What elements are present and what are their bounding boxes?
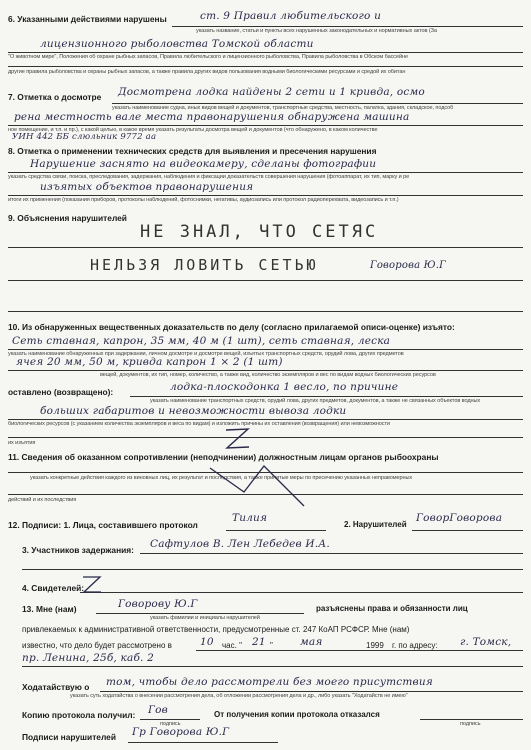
section-8-label: 8. Отметка о применении технических средств для выявления и пресечения нарушения	[8, 146, 377, 156]
underline	[96, 613, 304, 614]
signature-compiler: Тилия	[232, 512, 268, 524]
section-8-hint-1: указать средства связи, поиска, преследования, задержания, наблюдения и фиксации доказательств совершения нарушения (фотоаппарат, их тип, марку и ре	[8, 174, 410, 180]
hearing-day: 21	[252, 636, 266, 648]
underline	[172, 26, 523, 27]
participants-label: 3. Участников задержания:	[22, 545, 134, 555]
motion-label: Ходатайствую о	[22, 682, 90, 692]
section-13-line-3d: г. по адресу:	[392, 641, 438, 650]
section-10-hint-5: их изъятия	[8, 440, 36, 446]
hearing-address-1: г. Томск,	[460, 636, 512, 648]
underline	[22, 666, 523, 667]
copy-refused-hint: подпись	[460, 721, 481, 727]
underline	[8, 125, 523, 126]
section-6-hint-2: "О животном мире", Положения об охране рыбных запасов, Правила любительского и лицензионного рыболовства, Правила рыболовства в Обском бассейне	[8, 54, 409, 60]
section-11-hint-2: действий и их последствия	[8, 497, 77, 503]
underline	[8, 311, 523, 312]
section-7-handwriting-3: УИН 442 ББ слюльник 9772 аа	[12, 132, 157, 142]
section-6-hint-1: указать название, статьи и пункты всех нарушенных законодательных и нормативных актов (За	[196, 28, 437, 34]
underline	[8, 172, 523, 173]
section-10-handwriting-3: лодка-плоскодонка 1 весло, по причине	[170, 381, 399, 393]
section-12-violators-label: 2. Нарушителей	[344, 520, 407, 529]
violators-signatures-label: Подписи нарушителей	[22, 732, 116, 742]
section-13-line-3a: известно, что дело будет рассмотрено в	[22, 641, 172, 650]
section-13-line-2: привлекаемых к административной ответственности, предусмотренные ст. 247 КоАП РСФСР. Мне (нам)	[22, 625, 410, 634]
underline	[112, 103, 523, 104]
section-10-hint-1: указать наименование обнаруженных при задержании, личном досмотре и досмотре вещей, изъятых транспортных средств, орудий лова, других предметов	[8, 351, 404, 357]
underline	[8, 247, 523, 248]
section-13-line-3c: "	[270, 641, 273, 650]
section-10-hint-4: биологических ресурсов (с указанием количества экземпляров и веса по видам) и изложить причины их оставления (возвращения) или невозможности	[8, 421, 390, 427]
motion-hint: указать суть ходатайства о внесении рассмотрения дела, об отложении рассмотрения дела и др., либо указать "Ходатайств не имею"	[70, 693, 408, 699]
underline	[412, 530, 523, 531]
underline	[22, 569, 523, 570]
section-6-handwriting-1: ст. 9 Правил любительского и	[200, 10, 382, 22]
section-10-handwriting-4: больших габаритов и невозможности вывоза лодки	[40, 405, 347, 417]
underline	[80, 592, 523, 593]
section-10-handwriting-1: Сеть ставная, капрон, 35 мм, 40 м (1 шт), сеть ставная, леска	[12, 335, 391, 347]
section-8-handwriting-2: изъятых объектов правонарушения	[40, 181, 254, 193]
section-13-label: 13. Мне (нам)	[22, 604, 77, 614]
section-10-handwriting-2: ячея 20 мм, 50 м, кривда капрон 1 × 2 (1 шт)	[16, 356, 283, 368]
z-strike-mark	[80, 574, 104, 596]
section-7-label: 7. Отметка о досмотре	[8, 92, 102, 102]
z-strike-mark	[204, 462, 324, 512]
section-9-handwriting-1: НЕ ЗНАЛ, ЧТО СЕТЯС	[140, 222, 379, 242]
section-7-handwriting-1: Досмотрена лодка найдены 2 сети и 1 кривда, осмо	[118, 86, 425, 98]
underline	[196, 650, 523, 651]
section-13-right-label: разъяснены права и обязанности лиц	[316, 604, 468, 613]
section-6-label: 6. Указанными действиями нарушены	[8, 14, 167, 24]
section-10-label: 10. Из обнаруженных вещественных доказательств по делу (согласно прилагаемой описи-оценке) изъято:	[8, 322, 455, 332]
witnesses-label: 4. Свидетелей:	[22, 583, 85, 593]
section-10-hint-2: вещей, документов, их тип, номер, количество, а также вид, количество экземпляров и вес по видам водных биологических ресурсов	[100, 372, 436, 378]
underline	[8, 370, 523, 371]
underline	[8, 437, 523, 438]
underline	[8, 52, 523, 53]
section-9-signature: Говорова Ю.Г	[370, 260, 446, 271]
section-7-hint-2: ное помещение, и т.п. и пр.), с какой целью, в какое время указать результаты досмотра вещей и документов (что обнаружено, в каком количестве	[8, 127, 378, 133]
underline	[8, 66, 523, 67]
motion-handwriting: том, чтобы дело рассмотрели без моего присутствия	[106, 676, 433, 688]
section-12-label: 12. Подписи: 1. Лица, составившего протокол	[8, 520, 198, 530]
section-7-handwriting-2: рена местность вале места правонарушения обнаружена машина	[14, 111, 410, 123]
copy-received-label: Копию протокола получил:	[22, 710, 136, 720]
underline	[8, 195, 523, 196]
hearing-year: 1999	[366, 641, 384, 650]
copy-received-hint: подпись	[160, 721, 181, 727]
underline	[8, 419, 523, 420]
violators-signature: Гр Говорова Ю.Г	[132, 726, 230, 738]
hearing-address-2: пр. Ленина, 25б, каб. 2	[22, 652, 155, 664]
section-8-handwriting-1: Нарушение заснято на видеокамеру, сделаны фотографии	[30, 158, 377, 170]
section-6-handwriting-2: лицензионного рыболовства Томской области	[40, 38, 314, 50]
hearing-hour: 10	[200, 636, 214, 648]
section-9-label: 9. Объяснения нарушителей	[8, 213, 127, 223]
section-13-hint: указать фамилии и инициалы нарушителей	[150, 615, 260, 621]
section-6-hint-3: другие правила рыболовства и охраны рыбных запасов, а также правила других видов пользования водными биологическими ресурсами и средой их обитан	[8, 69, 406, 75]
section-11-label: 11. Сведения об оказанном сопротивлении (неподчинении) должностным лицам органов рыбоохраны	[8, 452, 439, 462]
hearing-month: мая	[300, 636, 323, 648]
underline	[420, 719, 523, 720]
underline	[128, 742, 278, 743]
section-7-hint-1: указать наименование судна, иных видов вещей и документов, транспортные средства, местность, палатка, здания, складское, подсоб	[112, 105, 454, 111]
section-10-hint-3: указать наименование транспортных средств, орудий лова, других предметов, документов, а также не связанных объектов водных	[150, 398, 481, 404]
copy-refused-label: От получения копии протокола отказался	[214, 710, 380, 719]
copy-received-signature: Гов	[148, 704, 168, 716]
section-13-line-3b: час. "	[222, 641, 242, 650]
underline	[8, 349, 523, 350]
underline	[8, 280, 523, 281]
underline	[140, 553, 523, 554]
underline	[100, 691, 523, 692]
z-strike-mark	[222, 426, 252, 452]
underline	[140, 719, 200, 720]
section-9-handwriting-2: НЕЛЬЗЯ ЛОВИТЬ СЕТЬЮ	[90, 256, 319, 274]
section-11-hint-1: указать конкретные действия каждого из виновных лиц, их результат и последствия, а также принятые меры по пресечению указанных неправомерных	[30, 475, 413, 481]
participants-handwriting: Сафтулов В. Лен Лебедев И.А.	[150, 538, 330, 550]
underline	[226, 530, 326, 531]
signature-violator: ГоворГоворова	[416, 512, 503, 524]
section-13-handwriting-name: Говорову Ю.Г	[118, 598, 198, 610]
section-8-hint-2: итоги их применения (показания приборов, протоколы наблюдений, фотоснимки, негативы, аудиозапись или протокол радиоперехвата, видеозапись и т.п.)	[8, 197, 399, 203]
underline	[130, 396, 523, 397]
section-10-left-label: оставлено (возвращено):	[8, 387, 114, 397]
